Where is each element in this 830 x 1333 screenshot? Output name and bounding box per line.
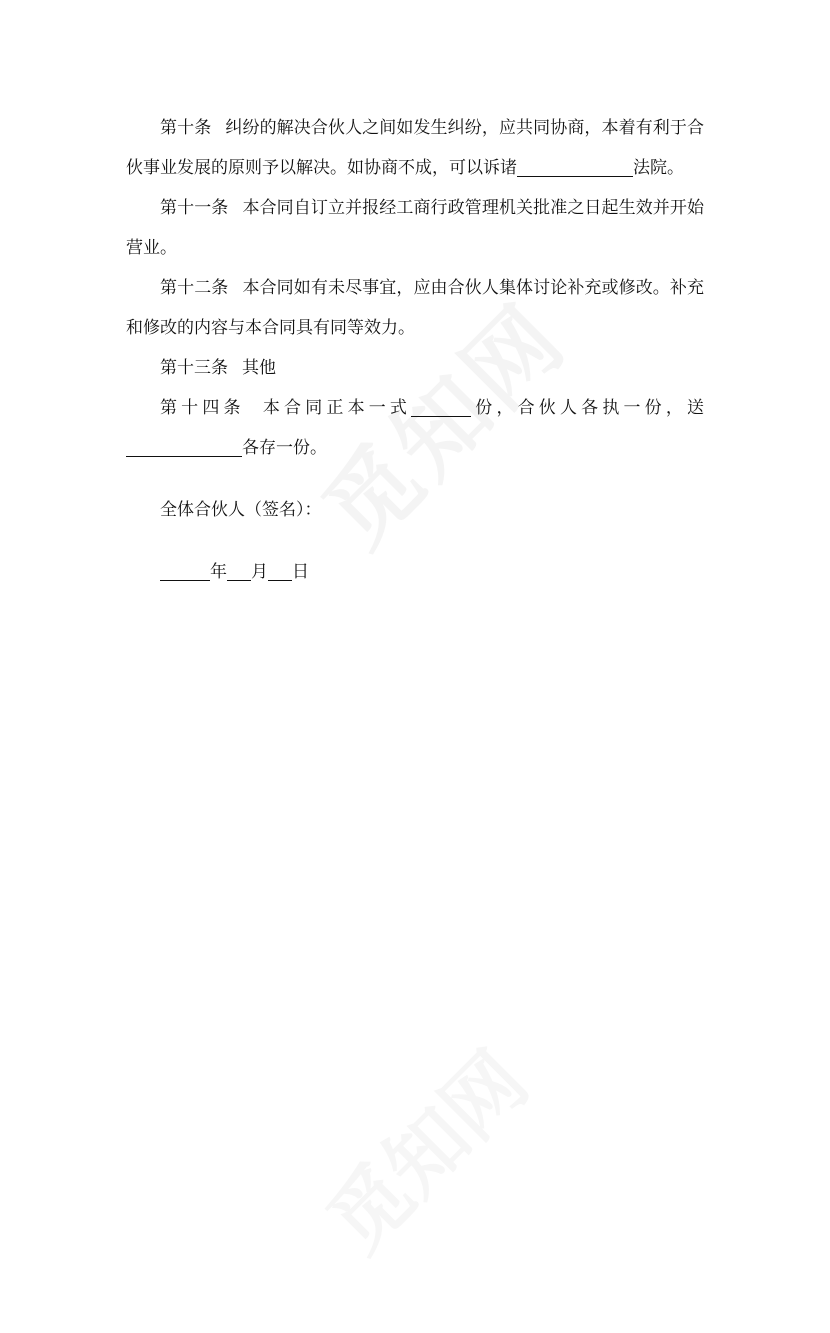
clause-11-text: 本合同自订立并报经工商行政管理机关批准之日起生效并开始营业。 bbox=[126, 198, 705, 258]
clause-14-text-mid: 份，合伙人各执一份，送 bbox=[471, 398, 705, 418]
court-blank[interactable] bbox=[517, 156, 633, 177]
watermark-bottom bbox=[297, 1007, 622, 1332]
spacer bbox=[126, 530, 704, 552]
spacer bbox=[126, 468, 704, 490]
clause-14-text: 本合同正本一式 bbox=[258, 398, 412, 418]
clause-12 bbox=[126, 268, 704, 348]
year-blank[interactable] bbox=[160, 560, 210, 581]
signature-label: 全体合伙人（签名）： bbox=[160, 500, 322, 520]
clause-11-heading: 第十一条 bbox=[160, 198, 229, 218]
clause-11 bbox=[126, 188, 704, 268]
clause-14-heading: 第十四条 bbox=[160, 398, 245, 418]
month-label: 月 bbox=[251, 562, 268, 582]
month-blank[interactable] bbox=[227, 560, 251, 581]
clause-10-heading: 第十条 bbox=[160, 118, 212, 138]
clause-10 bbox=[126, 108, 704, 188]
day-label: 日 bbox=[292, 562, 309, 582]
clause-14-text-end: 各存一份。 bbox=[242, 438, 327, 458]
clause-10-text-end: 法院。 bbox=[633, 158, 684, 178]
clause-10-text: 纠纷的解决合伙人之间如发生纠纷，应共同协商，本着有利于合伙事业发展的原则予以解决。如协商不成，可以诉诸 bbox=[126, 118, 705, 178]
clause-13-text: 其他 bbox=[242, 358, 276, 378]
clause-13-heading: 第十三条 bbox=[160, 358, 228, 378]
clause-12-text: 本合同如有未尽事宜，应由合伙人集体讨论补充或修改。补充和修改的内容与本合同具有同等效力。 bbox=[126, 278, 705, 338]
send-to-blank[interactable] bbox=[126, 436, 226, 457]
clause-14 bbox=[126, 388, 704, 468]
signature-line bbox=[126, 490, 704, 530]
watermark-bottom-text bbox=[310, 1034, 545, 1269]
clause-12-heading: 第十二条 bbox=[160, 278, 229, 298]
contract-body bbox=[126, 108, 704, 592]
clause-13 bbox=[126, 348, 704, 388]
day-blank[interactable] bbox=[268, 560, 292, 581]
send-to-blank-continued[interactable] bbox=[226, 436, 242, 457]
year-label: 年 bbox=[210, 562, 227, 582]
date-line bbox=[126, 552, 704, 592]
copies-blank[interactable] bbox=[411, 396, 471, 417]
